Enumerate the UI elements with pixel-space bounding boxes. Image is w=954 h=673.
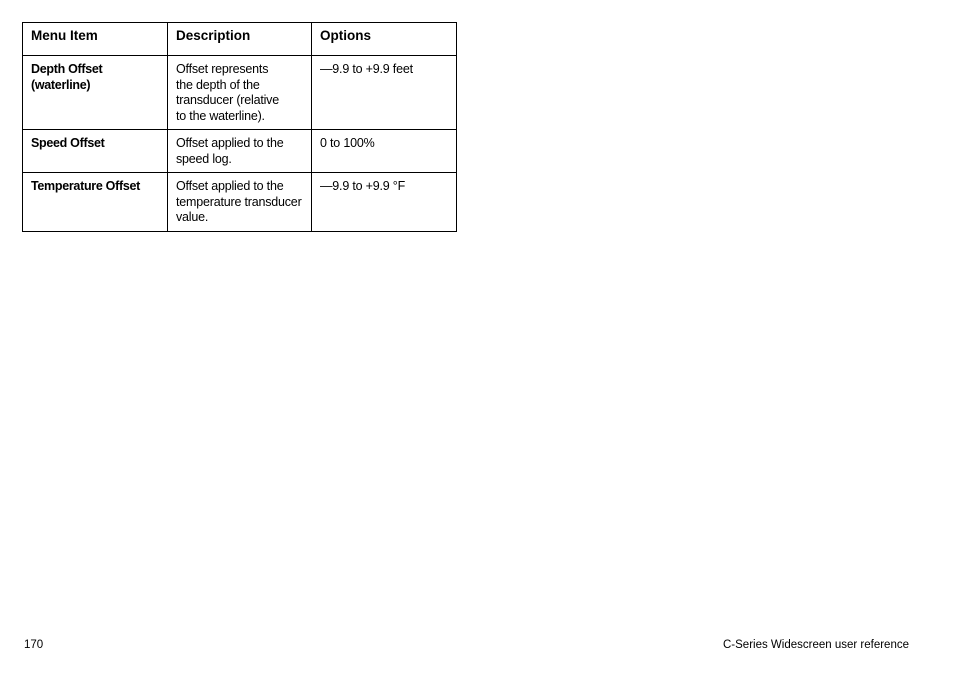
description-cell: Offset represents the depth of the transducer (relative to the waterline). [168,56,312,130]
table-row [23,130,457,173]
description-cell: Offset applied to the temperature transducer value. [168,173,312,232]
table-row [23,173,457,232]
header-description: Description [168,23,312,56]
options-cell: —9.9 to +9.9 °F [312,173,457,232]
menu-item-cell: Speed Offset [23,130,168,173]
header-options: Options [312,23,457,56]
menu-item-cell: Temperature Offset [23,173,168,232]
menu-item-cell: Depth Offset (waterline) [23,56,168,130]
options-cell: —9.9 to +9.9 feet [312,56,457,130]
header-menu-item: Menu Item [23,23,168,56]
document-title: C-Series Widescreen user reference [723,639,909,651]
table-row [23,56,457,130]
options-cell: 0 to 100% [312,130,457,173]
page-number: 170 [24,639,44,651]
settings-table [22,22,457,232]
description-cell: Offset applied to the speed log. [168,130,312,173]
table-header-row [23,23,457,56]
